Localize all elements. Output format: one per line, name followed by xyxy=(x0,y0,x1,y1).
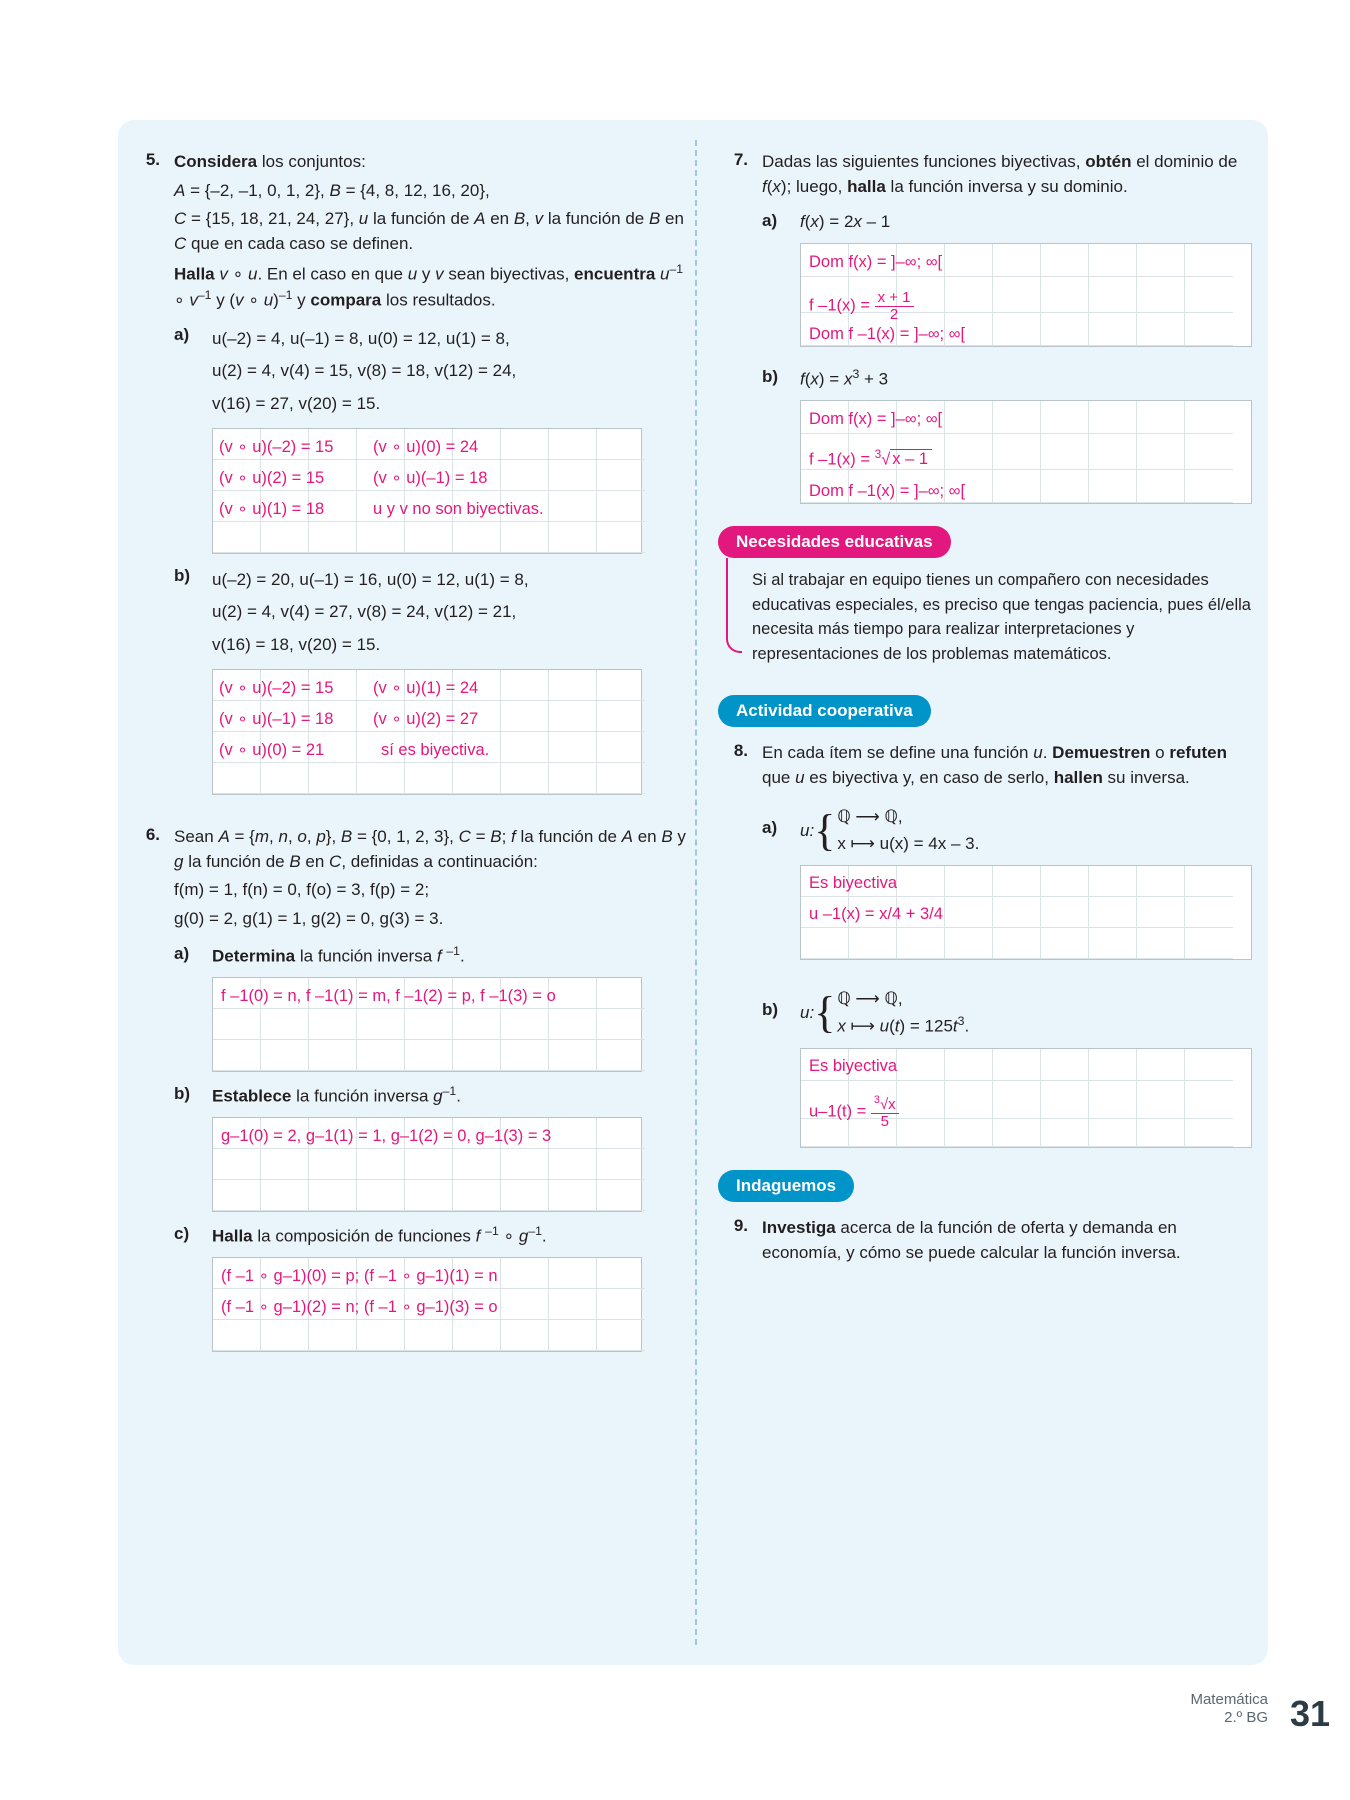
inquiry-title: Indaguemos xyxy=(718,1170,854,1202)
exercise-7-statement: Dadas las siguientes funciones biyectivas, obtén el dominio de f(x); luego, halla la función inversa y su dominio. xyxy=(762,152,1238,196)
cooperative-activity-title: Actividad cooperativa xyxy=(718,695,931,727)
exercise-5b-ans-6: sí es biyectiva. xyxy=(381,740,490,759)
exercise-7-number: 7. xyxy=(733,150,748,169)
exercise-6a-verb: Determina xyxy=(212,946,296,966)
page-columns xyxy=(118,120,1268,1665)
exercise-6a-body xyxy=(212,942,690,1072)
exercise-6b-text: Establece la función inversa $g^{-1}$. xyxy=(212,1083,461,1106)
exercise-5-intro-verb: Considera xyxy=(174,152,258,171)
exercise-7b-ans-3: Dom f –1(x) = ]–∞; ∞[ xyxy=(809,481,966,500)
exercise-7b-radical-index: 3 xyxy=(874,446,882,461)
exercise-8a xyxy=(762,804,1258,960)
exercise-6b-body xyxy=(212,1082,690,1212)
exercise-6a-ans-1: f –1(0) = n, f –1(1) = m, f –1(2) = p, f –1(3) = o xyxy=(221,986,556,1005)
exercise-8a-brace: { xyxy=(814,805,836,855)
exercise-8a-answer-grid[interactable] xyxy=(800,865,1252,960)
exercise-6c-ans-1: (f –1 ∘ g–1)(0) = p; (f –1 ∘ g–1)(1) = n xyxy=(221,1266,498,1285)
exercise-7a-ans-1: Dom f(x) = ]–∞; ∞[ xyxy=(809,252,943,271)
exercise-8b-line1: ℚ ⟶ ℚ, xyxy=(837,988,903,1008)
exercise-8b xyxy=(762,986,1258,1148)
exercise-6a-text: Determina la función inversa f $^{-1}$. xyxy=(212,943,465,966)
exercise-5a-ans-1: (v ∘ u)(–2) = 15 xyxy=(219,438,334,457)
exercise-5a-ans-3: (v ∘ u)(2) = 15 xyxy=(219,469,325,488)
exercise-7a-fraction-numerator: x + 1 xyxy=(875,290,914,307)
exercise-6-line3: g(0) = 2, g(1) = 1, g(2) = 0, g(3) = 3. xyxy=(174,908,444,928)
exercise-8b-letter: b) xyxy=(762,999,779,1019)
exercise-7a-letter: a) xyxy=(762,211,778,231)
exercise-5-body xyxy=(174,150,690,795)
exercise-8-statement: En cada ítem se define una función u. Demuestren o refuten que u es biyectiva y, en caso de serlo, hallen su inversa. xyxy=(762,742,1227,787)
exercise-7b-answer-grid[interactable] xyxy=(800,400,1252,504)
exercise-5-intro xyxy=(174,150,690,175)
exercise-5b xyxy=(174,564,690,795)
exercise-7 xyxy=(718,150,1258,504)
exercise-8b-answer-grid[interactable] xyxy=(800,1048,1252,1148)
exercise-6c-answer-grid[interactable] xyxy=(212,1257,642,1352)
exercise-8a-line1: ℚ ⟶ ℚ, xyxy=(837,807,903,827)
exercise-8b-fraction-denominator: 5 xyxy=(880,1113,889,1130)
exercise-6b-letter: b) xyxy=(174,1083,191,1103)
exercise-8b-line2: x ⟼ $u(t) = 125t^3$. xyxy=(837,1014,970,1036)
exercise-5a-line3: v(16) = 27, v(20) = 15. xyxy=(212,393,381,413)
exercise-6-line2: f(m) = 1, f(n) = 0, f(o) = 3, f(p) = 2; xyxy=(174,880,430,900)
exercise-7a-ans-3: Dom f –1(x) = ]–∞; ∞[ xyxy=(809,324,966,343)
exercise-7b xyxy=(762,365,1258,504)
exercise-5a xyxy=(174,323,690,554)
exercise-7b-ans-2 xyxy=(809,446,932,469)
exercise-7a-answer-grid[interactable] xyxy=(800,243,1252,347)
exercise-6c-verb: Halla xyxy=(212,1226,253,1246)
exercise-8a-lines xyxy=(837,804,979,857)
exercise-7b-statement: $f(x) = x^3 + 3$ xyxy=(800,366,889,389)
exercise-5a-body xyxy=(212,323,690,554)
needs-text: Si al trabajar en equipo tienes un compañero con necesidades educativas especiales, es preciso que tengas paciencia, pues él/ella necesita más tiempo para realizar interpretaciones y representaciones de los problemas matemáticos. xyxy=(726,558,1258,671)
exercise-7b-ans-1: Dom f(x) = ]–∞; ∞[ xyxy=(809,409,943,428)
exercise-8a-line2: x ⟼ u(x) = 4x – 3. xyxy=(837,833,980,853)
exercise-6a-letter: a) xyxy=(174,943,190,963)
exercise-8a-body xyxy=(800,804,1258,960)
exercise-9-body xyxy=(762,1216,1258,1265)
footer-level: 2.º BG xyxy=(1224,1709,1268,1727)
exercise-8a-ans-2: u –1(x) = x/4 + 3/4 xyxy=(809,904,943,923)
exercise-5b-ans-1: (v ∘ u)(–2) = 15 xyxy=(219,678,334,697)
exercise-7b-ans-2-lead: f –1(x) = xyxy=(809,450,870,469)
exercise-7a-ans-2 xyxy=(809,290,914,323)
inquiry-box xyxy=(718,1170,1258,1202)
exercise-6b xyxy=(174,1082,690,1212)
exercise-8a-function-prefix: u: xyxy=(800,820,815,840)
exercise-7a xyxy=(762,209,1258,347)
exercise-7b-radical: $^3$√ x – 1 xyxy=(875,449,932,468)
exercise-5b-letter: b) xyxy=(174,566,191,586)
exercise-7a-body xyxy=(800,209,1258,347)
exercise-6c-ans-2: (f –1 ∘ g–1)(2) = n; (f –1 ∘ g–1)(3) = o xyxy=(221,1297,498,1316)
exercise-6b-verb: Establece xyxy=(212,1086,292,1106)
exercise-8b-ans-2-lead: u–1(t) = xyxy=(809,1102,867,1121)
exercise-5-line3: Halla v ∘ u. En el caso en que u y v sean biyectivas, encuentra $u^{-1}$ ∘ $v^{-1}$ y (v ∘ u)$^{-1}$ y compara los resultados. xyxy=(174,261,684,310)
exercise-7-body xyxy=(762,150,1258,504)
exercise-5a-answer-grid[interactable] xyxy=(212,428,642,554)
exercise-7b-body xyxy=(800,365,1258,504)
exercise-9-statement xyxy=(762,1216,1258,1265)
exercise-7b-radical-body: x – 1 xyxy=(890,449,932,468)
left-column xyxy=(130,150,690,1366)
exercise-7a-ans-2-lead: f –1(x) = xyxy=(809,296,870,315)
exercise-5a-ans-5: (v ∘ u)(1) = 18 xyxy=(219,500,325,519)
exercise-6c-letter: c) xyxy=(174,1223,190,1243)
exercise-9 xyxy=(718,1216,1258,1265)
exercise-7b-letter: b) xyxy=(762,366,779,386)
exercise-6-number: 6. xyxy=(145,824,160,844)
exercise-6c-text: Halla la composición de funciones f $^{-1}$ ∘ $g^{-1}$. xyxy=(212,1223,547,1246)
exercise-8b-function-prefix: u: xyxy=(800,1003,815,1023)
exercise-8b-body xyxy=(800,986,1258,1148)
exercise-5-number: 5. xyxy=(145,150,160,169)
exercise-6b-answer-grid[interactable] xyxy=(212,1117,642,1212)
exercise-5b-line1: u(–2) = 20, u(–1) = 16, u(0) = 12, u(1) = 8, xyxy=(212,570,529,590)
page-footer xyxy=(1190,1690,1330,1734)
exercise-8a-ans-1: Es biyectiva xyxy=(809,873,898,892)
exercise-5b-line2: u(2) = 4, v(4) = 27, v(8) = 24, v(12) = 21, xyxy=(212,602,517,622)
exercise-5 xyxy=(130,150,690,795)
exercise-8b-radical-index: 3 xyxy=(873,1094,880,1107)
exercise-5b-ans-4: (v ∘ u)(2) = 27 xyxy=(373,709,479,728)
exercise-9-number: 9. xyxy=(733,1216,748,1236)
exercise-6b-ans-1: g–1(0) = 2, g–1(1) = 1, g–1(2) = 0, g–1(3) = 3 xyxy=(221,1126,552,1145)
exercise-8b-ans-2 xyxy=(809,1095,899,1130)
column-divider xyxy=(695,140,697,1645)
footer-subject: Matemática xyxy=(1190,1690,1268,1708)
exercise-6c-body xyxy=(212,1222,690,1352)
cooperative-activity-box xyxy=(718,695,1258,727)
exercise-5b-answer-grid[interactable] xyxy=(212,669,642,795)
exercise-5b-ans-3: (v ∘ u)(–1) = 18 xyxy=(219,709,334,728)
exercise-5-line1: A = {–2, –1, 0, 1, 2}, B = {4, 8, 12, 16, 20}, xyxy=(174,180,490,200)
exercise-6-body xyxy=(174,825,690,1352)
exercise-5b-ans-2: (v ∘ u)(1) = 24 xyxy=(373,678,479,697)
exercise-5b-body xyxy=(212,564,690,795)
exercise-5b-ans-5: (v ∘ u)(0) = 21 xyxy=(219,740,325,759)
exercise-7a-statement: f(x) = 2x – 1 xyxy=(800,212,891,232)
exercise-6a-answer-grid[interactable] xyxy=(212,977,642,1072)
right-column xyxy=(718,150,1258,1280)
exercise-8b-ans-1: Es biyectiva xyxy=(809,1057,898,1076)
exercise-5a-ans-6: u y v no son biyectivas. xyxy=(373,500,544,519)
exercise-5a-letter: a) xyxy=(174,325,190,345)
exercise-8 xyxy=(718,741,1258,1148)
exercise-8b-fraction-numerator: $^3$√x xyxy=(871,1095,899,1114)
exercise-8b-lines xyxy=(837,986,969,1040)
exercise-8b-radicand: x xyxy=(888,1096,896,1114)
exercise-8b-fraction xyxy=(871,1095,899,1130)
exercise-7a-fraction xyxy=(875,290,914,323)
exercise-9-text: acerca de la función de oferta y demanda en economía, y cómo se puede calcular la función inversa. xyxy=(762,1218,1181,1262)
exercise-8b-brace: { xyxy=(814,988,836,1038)
exercise-5a-line1: u(–2) = 4, u(–1) = 8, u(0) = 12, u(1) = 8, xyxy=(212,329,510,349)
exercise-6 xyxy=(130,825,690,1352)
exercise-7a-fraction-denominator: 2 xyxy=(889,305,899,323)
exercise-5b-line3: v(16) = 18, v(20) = 15. xyxy=(212,634,381,654)
exercise-8a-letter: a) xyxy=(762,818,778,838)
exercise-9-verb: Investiga xyxy=(762,1218,836,1238)
exercise-5-intro-rest: los conjuntos: xyxy=(257,152,366,171)
exercise-8-body xyxy=(762,741,1258,1148)
exercise-6c xyxy=(174,1222,690,1352)
exercise-5-line2: C = {15, 18, 21, 24, 27}, u la función de A en B, v la función de B en C que en cada caso se definen. xyxy=(174,209,684,253)
exercise-8-number: 8. xyxy=(733,740,748,760)
exercise-8b-function-def xyxy=(800,986,969,1040)
exercise-5a-ans-2: (v ∘ u)(0) = 24 xyxy=(373,438,479,457)
exercise-5a-ans-4: (v ∘ u)(–1) = 18 xyxy=(373,469,488,488)
exercise-6a xyxy=(174,942,690,1072)
needs-box xyxy=(718,526,1258,671)
exercise-8a-function-def xyxy=(800,804,979,857)
exercise-6-line1: Sean A = {m, n, o, p}, B = {0, 1, 2, 3}, C = B; f la función de A en B y g la función de B en C, definidas a continuación: xyxy=(174,826,686,871)
needs-title: Necesidades educativas xyxy=(718,526,951,558)
exercise-5a-line2: u(2) = 4, v(4) = 15, v(8) = 18, v(12) = 24, xyxy=(212,361,517,381)
page-number: 31 xyxy=(1289,1692,1330,1734)
